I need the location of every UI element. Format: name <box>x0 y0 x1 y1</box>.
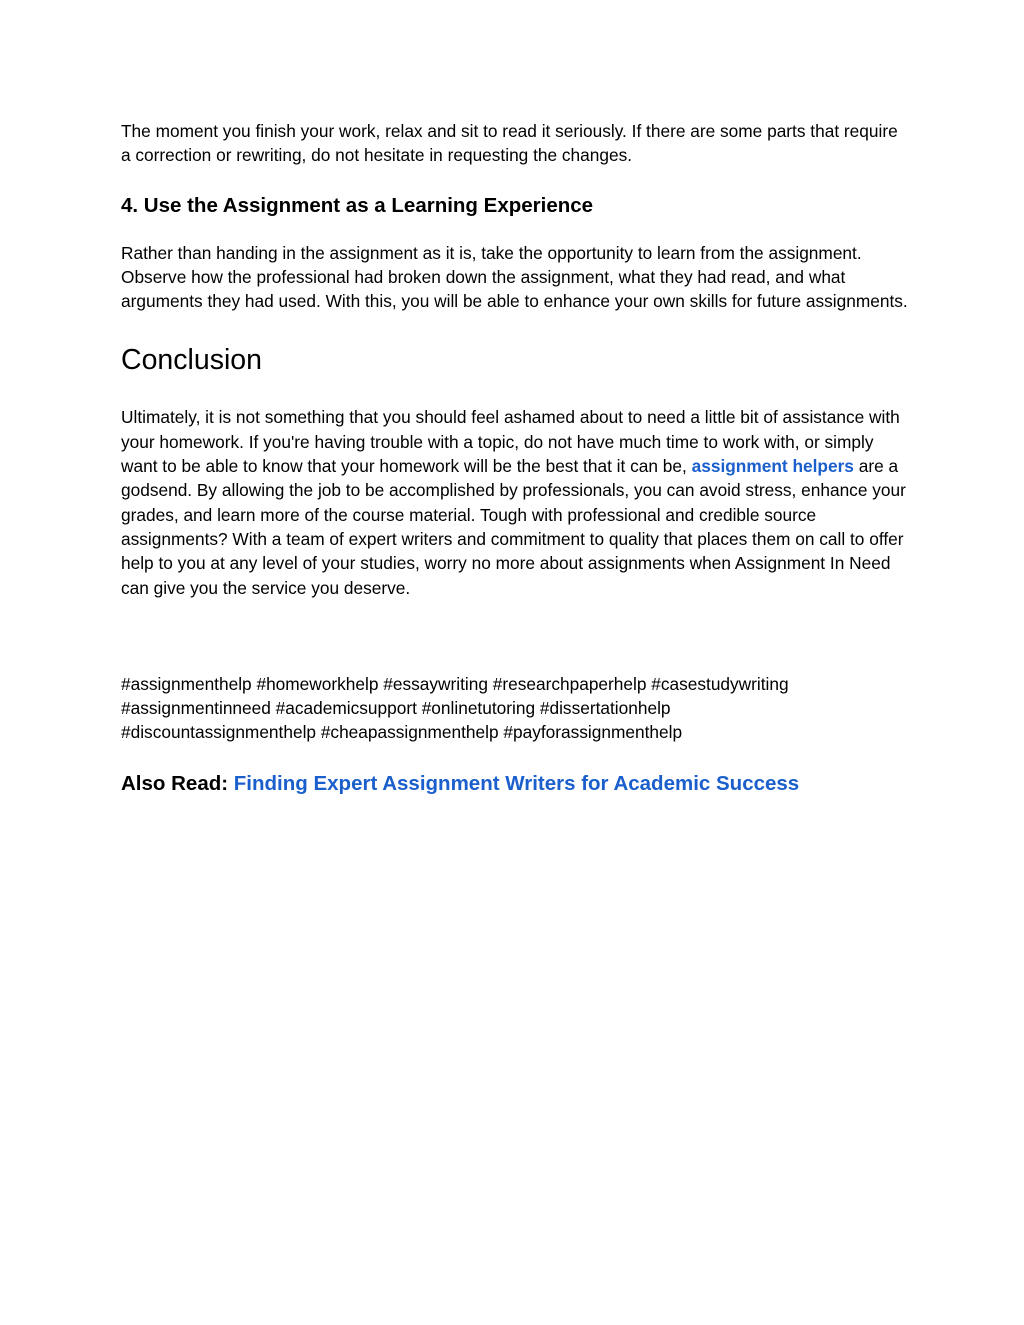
learning-experience-paragraph: Rather than handing in the assignment as it is, take the opportunity to learn from the assignment. Observe how the professional had broken down the assignment, what they had read, and what arguments they had used. With this, you will be able to enhance your own skills for future assignments. <box>121 242 908 312</box>
document-page <box>121 119 911 817</box>
hashtags-line-2: #assignmentinneed #academicsupport #onlinetutoring #dissertationhelp <box>121 698 671 719</box>
hashtags-line-1: #assignmenthelp #homeworkhelp #essaywriting #researchpaperhelp #casestudywriting <box>121 673 789 694</box>
hashtags-line-3: #discountassignmenthelp #cheapassignmenthelp #payforassignmenthelp <box>121 722 683 743</box>
also-read-line <box>121 771 911 797</box>
conclusion-text-before-link: Ultimately, it is not something that you should feel ashamed about to need a little bit of assistance with your homework. If you're having trouble with a topic, do not have much time to work with, or simply want to be able to know that your homework will be the best that it can be, <box>121 407 900 477</box>
also-read-link[interactable]: Finding Expert Assignment Writers for Academic Success <box>233 771 800 795</box>
conclusion-text-after-link: are a godsend. By allowing the job to be accomplished by professionals, you can avoid stress, enhance your grades, and learn more of the course material. Tough with professional and credible source assignments? With a team of expert writers and commitment to quality that places them on call to offer help to you at any level of your studies, worry no more about assignments when Assignment In Need can give you the service you deserve. <box>121 456 906 598</box>
conclusion-heading: Conclusion <box>121 344 262 377</box>
hashtags-block <box>121 672 911 745</box>
conclusion-paragraph <box>121 405 911 599</box>
review-paragraph: The moment you finish your work, relax and sit to read it seriously. If there are some parts that require a correction or rewriting, do not hesitate in requesting the changes. <box>121 121 898 166</box>
also-read-label: Also Read: <box>121 771 234 795</box>
learning-experience-heading: 4. Use the Assignment as a Learning Experience <box>121 193 594 217</box>
assignment-helpers-link[interactable]: assignment helpers <box>691 456 854 477</box>
